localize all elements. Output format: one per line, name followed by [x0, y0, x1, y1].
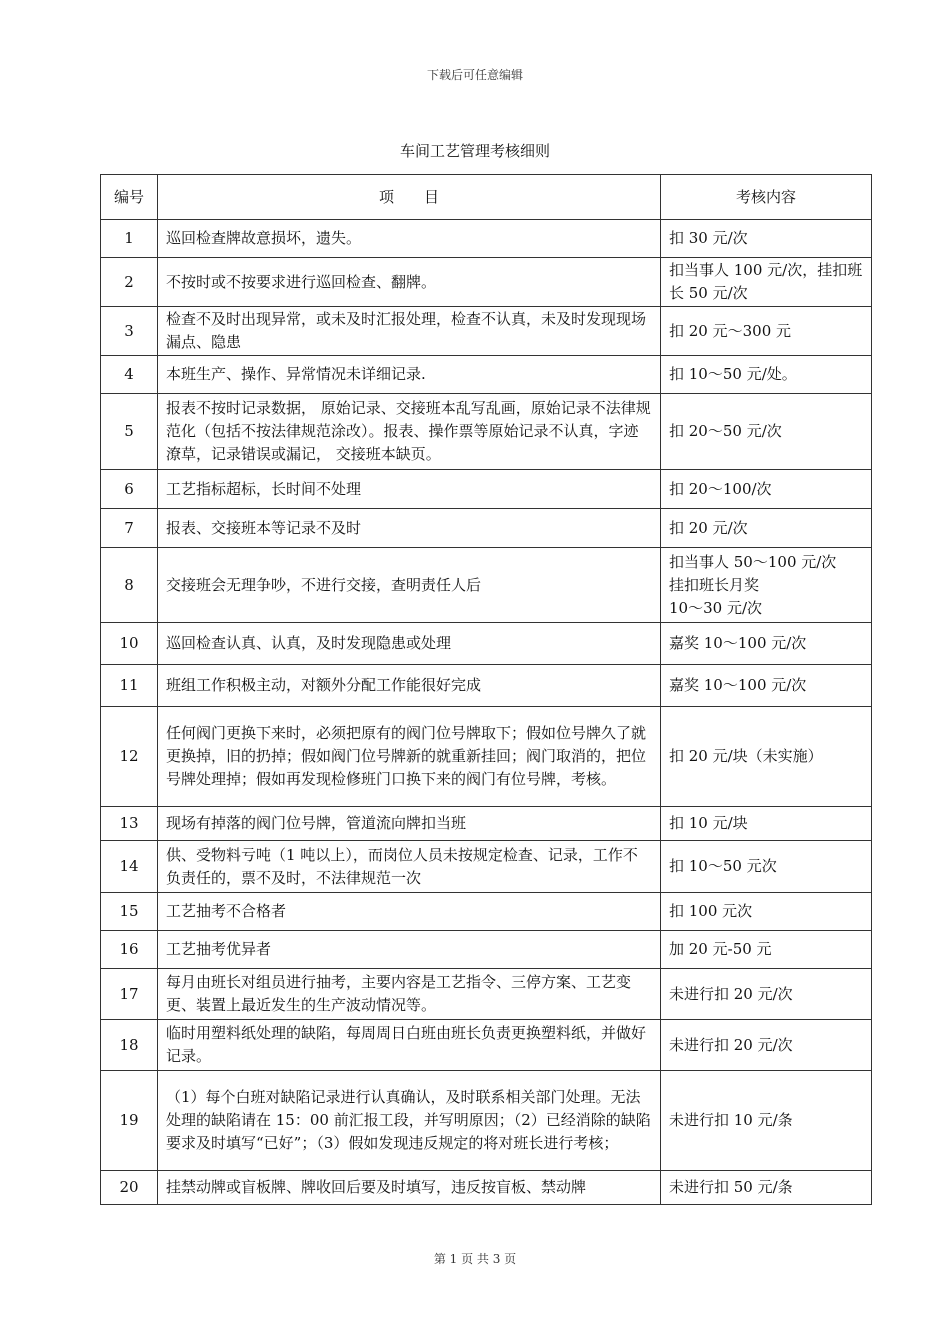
row-item: 挂禁动牌或盲板牌、牌收回后要及时填写，违反按盲板、禁动牌 — [158, 1171, 661, 1205]
row-content: 嘉奖 10～100 元/次 — [661, 623, 872, 665]
column-header-item: 项 目 — [158, 175, 661, 220]
row-number: 16 — [101, 931, 158, 969]
row-item: 现场有掉落的阀门位号牌，管道流向牌扣当班 — [158, 807, 661, 841]
row-number: 11 — [101, 665, 158, 707]
row-item: （1）每个白班对缺陷记录进行认真确认，及时联系相关部门处理。无法处理的缺陷请在 15：00 前汇报工段，并写明原因；（2）已经消除的缺陷要求及时填写“已好”；（3）假如发现违反规定的将对班长进行考核； — [158, 1071, 661, 1171]
row-item: 临时用塑料纸处理的缺陷，每周周日白班由班长负责更换塑料纸，并做好记录。 — [158, 1020, 661, 1071]
row-number: 6 — [101, 470, 158, 509]
row-item: 供、受物料亏吨（1 吨以上），而岗位人员未按规定检查、记录，工作不负责任的，票不及时，不法律规范一次 — [158, 841, 661, 893]
table-row — [101, 707, 872, 807]
row-number: 13 — [101, 807, 158, 841]
table-row — [101, 356, 872, 394]
row-content: 扣 30 元/次 — [661, 220, 872, 258]
row-item: 报表、交接班本等记录不及时 — [158, 509, 661, 548]
row-number: 14 — [101, 841, 158, 893]
row-content: 扣 10～50 元次 — [661, 841, 872, 893]
table-row — [101, 220, 872, 258]
table-row — [101, 1171, 872, 1205]
row-number: 19 — [101, 1071, 158, 1171]
row-number: 1 — [101, 220, 158, 258]
document-title: 车间工艺管理考核细则 — [399, 142, 550, 160]
row-number: 12 — [101, 707, 158, 807]
row-item: 工艺指标超标，长时间不处理 — [158, 470, 661, 509]
table-header-row — [101, 175, 872, 220]
table-row — [101, 394, 872, 470]
row-content: 扣 20～100/次 — [661, 470, 872, 509]
table-row — [101, 969, 872, 1020]
row-item: 任何阀门更换下来时，必须把原有的阀门位号牌取下；假如位号牌久了就更换掉，旧的扔掉；假如阀门位号牌新的就重新挂回；阀门取消的，把位号牌处理掉；假如再发现检修班门口换下来的阀门有位号牌，考核。 — [158, 707, 661, 807]
header-note: 下载后可任意编辑 — [426, 68, 523, 82]
row-content: 扣 20～50 元/次 — [661, 394, 872, 470]
row-number: 17 — [101, 969, 158, 1020]
row-content: 加 20 元-50 元 — [661, 931, 872, 969]
table-row — [101, 665, 872, 707]
row-content: 嘉奖 10～100 元/次 — [661, 665, 872, 707]
row-content: 未进行扣 20 元/次 — [661, 1020, 872, 1071]
column-header-no: 编号 — [101, 175, 158, 220]
row-number: 7 — [101, 509, 158, 548]
table-row — [101, 841, 872, 893]
row-number: 5 — [101, 394, 158, 470]
row-item: 工艺抽考不合格者 — [158, 893, 661, 931]
row-content: 扣 20 元/块（未实施） — [661, 707, 872, 807]
row-number: 3 — [101, 307, 158, 356]
row-item: 检查不及时出现异常，或未及时汇报处理，检查不认真，未及时发现现场漏点、隐患 — [158, 307, 661, 356]
row-content: 扣当事人 50～100 元/次 挂扣班长月奖 10～30 元/次 — [661, 548, 872, 623]
row-item: 巡回检查牌故意损坏，遗失。 — [158, 220, 661, 258]
row-content: 未进行扣 20 元/次 — [661, 969, 872, 1020]
row-item: 巡回检查认真、认真，及时发现隐患或处理 — [158, 623, 661, 665]
column-header-content: 考核内容 — [661, 175, 872, 220]
row-number: 4 — [101, 356, 158, 394]
row-content: 未进行扣 50 元/条 — [661, 1171, 872, 1205]
table-row — [101, 807, 872, 841]
row-number: 18 — [101, 1020, 158, 1071]
row-content: 扣当事人 100 元/次，挂扣班长 50 元/次 — [661, 258, 872, 307]
row-item: 每月由班长对组员进行抽考，主要内容是工艺指令、三停方案、工艺变更、装置上最近发生的生产波动情况等。 — [158, 969, 661, 1020]
page-footer: 第 1 页 共 3 页 — [433, 1252, 517, 1266]
row-content: 扣 10 元/块 — [661, 807, 872, 841]
row-content: 扣 20 元/次 — [661, 509, 872, 548]
row-number: 10 — [101, 623, 158, 665]
row-number: 15 — [101, 893, 158, 931]
row-number: 2 — [101, 258, 158, 307]
row-item: 本班生产、操作、异常情况未详细记录. — [158, 356, 661, 394]
row-content: 未进行扣 10 元/条 — [661, 1071, 872, 1171]
table-row — [101, 470, 872, 509]
row-item: 工艺抽考优异者 — [158, 931, 661, 969]
table-row — [101, 548, 872, 623]
table-row — [101, 931, 872, 969]
assessment-table — [100, 174, 872, 1205]
row-number: 20 — [101, 1171, 158, 1205]
row-content: 扣 20 元～300 元 — [661, 307, 872, 356]
row-content: 扣 10～50 元/处。 — [661, 356, 872, 394]
table-row — [101, 1020, 872, 1071]
row-item: 不按时或不按要求进行巡回检查、翻牌。 — [158, 258, 661, 307]
table-row — [101, 307, 872, 356]
table-row — [101, 893, 872, 931]
row-item: 报表不按时记录数据， 原始记录、交接班本乱写乱画，原始记录不法律规范化（包括不按法律规范涂改）。报表、操作票等原始记录不认真，字迹潦草，记录错误或漏记， 交接班本缺页。 — [158, 394, 661, 470]
row-number: 8 — [101, 548, 158, 623]
table-row — [101, 258, 872, 307]
table-row — [101, 509, 872, 548]
table-row — [101, 1071, 872, 1171]
row-content: 扣 100 元次 — [661, 893, 872, 931]
table-row — [101, 623, 872, 665]
row-item: 交接班会无理争吵，不进行交接，查明责任人后 — [158, 548, 661, 623]
row-item: 班组工作积极主动，对额外分配工作能很好完成 — [158, 665, 661, 707]
